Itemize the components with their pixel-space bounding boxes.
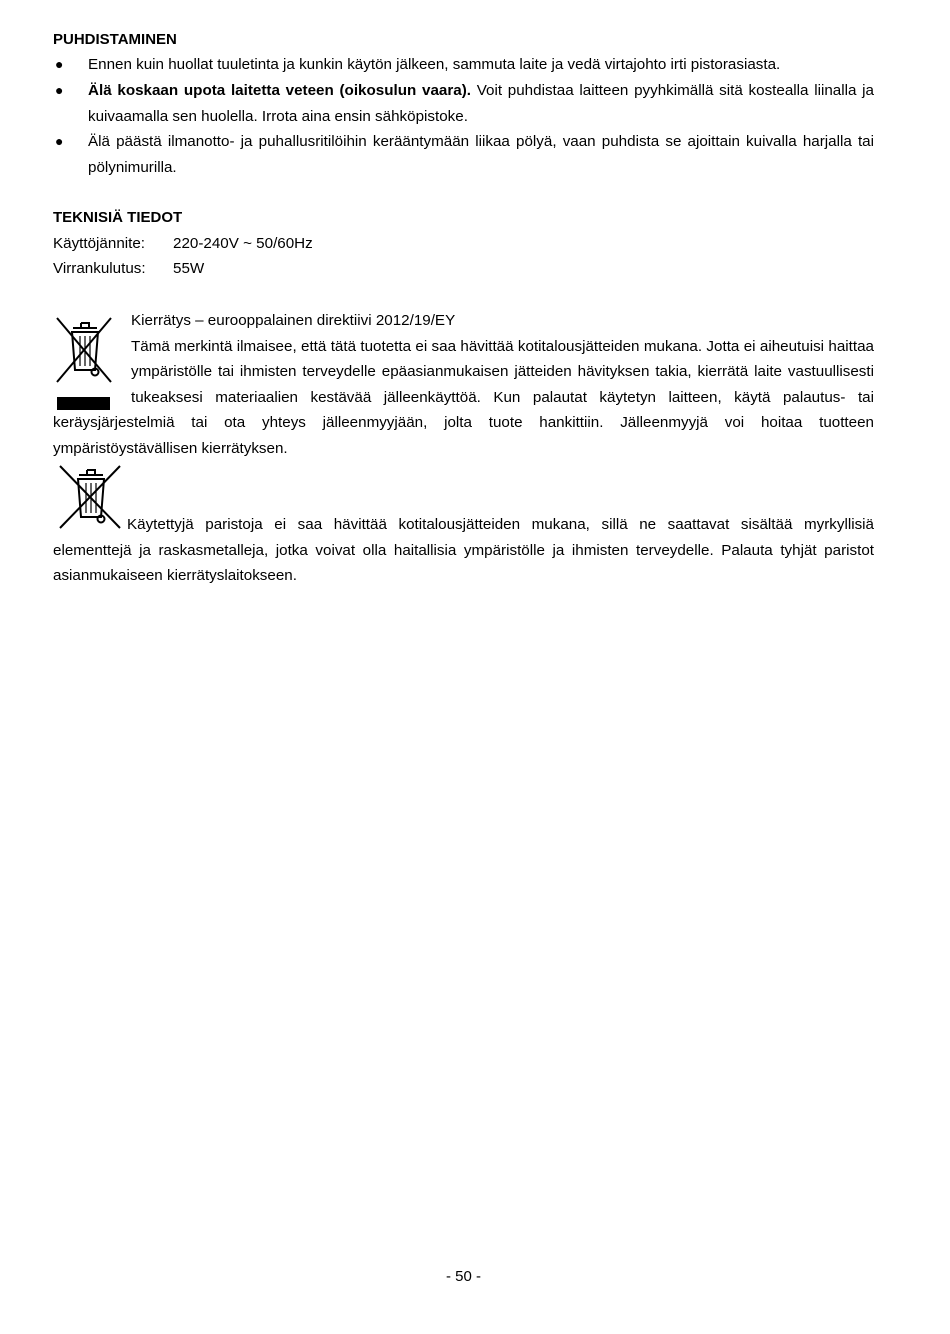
spec-power (53, 259, 204, 279)
bullet-icon: ● (55, 133, 64, 149)
spec-power-value: 55W (173, 260, 205, 277)
spec-voltage (53, 234, 313, 254)
spec-voltage-label: Käyttöjännite: (53, 235, 146, 252)
bullet-icon: ● (55, 82, 64, 98)
warning-text: Älä koskaan upota laitetta veteen (oikosulun vaara). (88, 82, 471, 99)
cleaning-item-text: Älä päästä ilmanotto- ja puhallusritilöihin kerääntymään liikaa pölyä, vaan puhdista se ajoittain kuivalla harjalla tai pölynimurilla. (88, 133, 874, 176)
cleaning-item-text (88, 78, 874, 129)
recycling-title: Kierrätys – eurooppalainen direktiivi 2012/19/EY (131, 312, 456, 329)
recycling-text: Tämä merkintä ilmaisee, että tätä tuotetta ei saa hävittää kotitalousjätteiden mukana. Jotta ei aiheutuisi haittaa ympäristölle tai ihmisten terveydelle epäasianmukaisen jätteiden hävityksen takia, kierrätä laite vastuullisesti tukeaksesi materiaalien kestävää jälleenkäyttöä. Kun palautat käytetyn laitteen, käytä palautus- tai keräysjärjestelmiä tai ota yhteys jälleenmyyjään, jolta tuote hankittiin. Jälleenmyyjä voi hoitaa tuotteen ympäristöystävällisen kierrätyksen. (53, 337, 874, 457)
cleaning-item-text: Ennen kuin huollat tuuletinta ja kunkin käytön jälkeen, sammuta laite ja vedä virtajohto irti pistorasiasta. (88, 56, 781, 73)
spec-power-label: Virrankulutus: (53, 260, 146, 277)
cleaning-heading: PUHDISTAMINEN (53, 31, 177, 48)
specs-heading: TEKNISIÄ TIEDOT (53, 209, 183, 226)
batteries-section (53, 512, 874, 589)
bullet-icon: ● (55, 56, 64, 72)
page-number: - 50 - (445, 1268, 481, 1285)
batteries-text: Käytettyjä paristoja ei saa hävittää kotitalousjätteiden mukana, sillä ne saattavat sisältää myrkyllisiä elementtejä ja raskasmetalleja, jotka voivat olla haitallisia ympäristölle ja ihmisten terveydelle. Palauta tyhjät paristot asianmukaiseen kierrätyslaitokseen. (53, 516, 874, 584)
recycling-section (53, 308, 874, 461)
cleaning-item-rest: Voit puhdistaa laitteen pyyhkimällä sitä kostealla liinalla ja kuivaamalla sen huolella. Irrota aina ensin sähköpistoke. (88, 82, 874, 125)
spec-voltage-value: 220-240V ~ 50/60Hz (173, 235, 313, 252)
